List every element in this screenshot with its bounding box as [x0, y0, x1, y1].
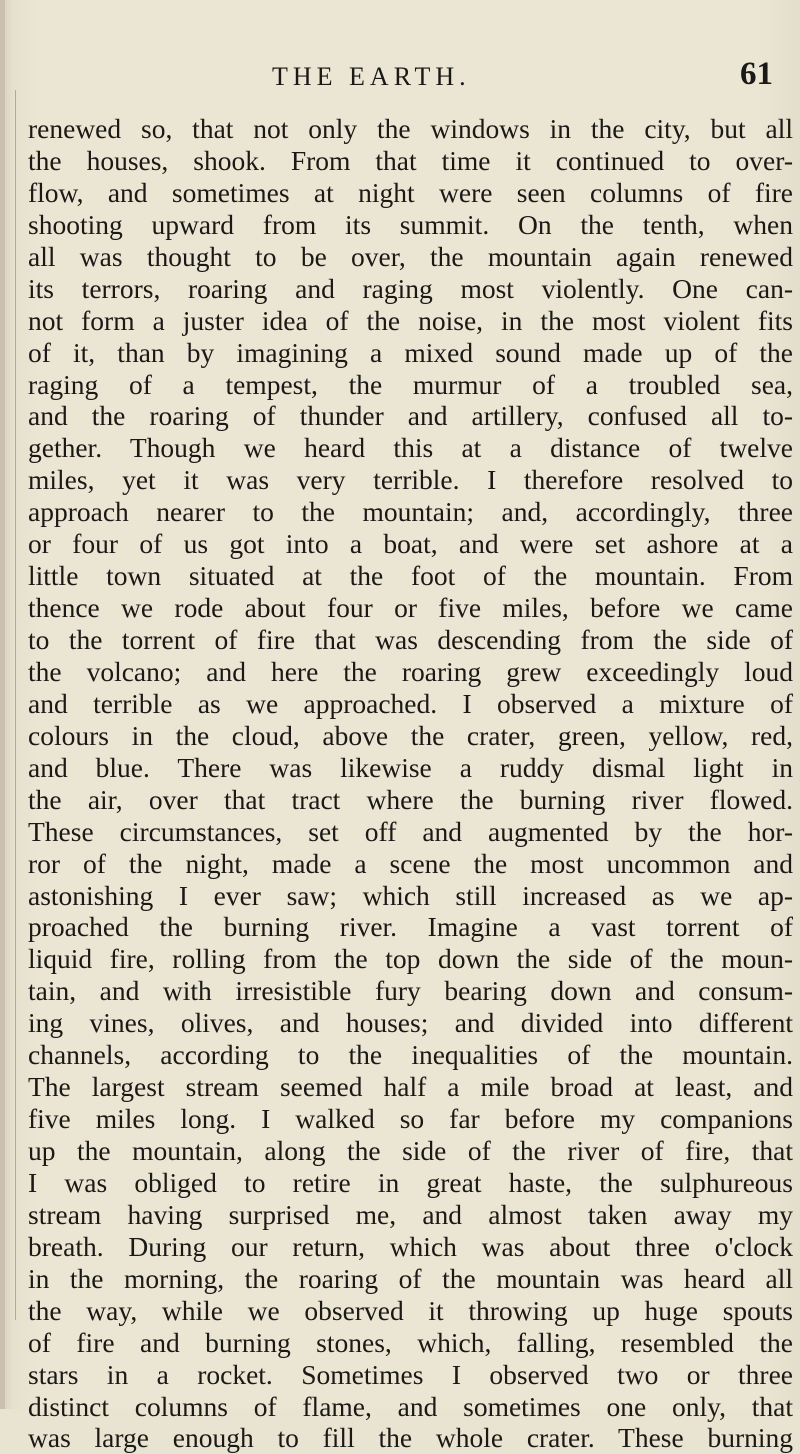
- text-line: of fire and burning stones, which, falling, resembled the: [28, 1326, 793, 1358]
- text-line: the houses, shook. From that time it continued to over-: [28, 144, 793, 176]
- text-line: These circumstances, set off and augmented by the hor-: [28, 815, 793, 847]
- text-line: the volcano; and here the roaring grew exceedingly loud: [28, 655, 793, 687]
- margin-rule: [15, 90, 16, 1320]
- text-line: colours in the cloud, above the crater, green, yellow, red,: [28, 719, 793, 751]
- text-line: thence we rode about four or five miles, before we came: [28, 592, 793, 624]
- text-line: liquid fire, rolling from the top down the side of the moun-: [28, 943, 793, 975]
- text-line: and terrible as we approached. I observed a mixture of: [28, 687, 793, 719]
- text-line: all was thought to be over, the mountain again renewed: [28, 240, 793, 272]
- text-line: little town situated at the foot of the mountain. From: [28, 560, 793, 592]
- text-line: the air, over that tract where the burning river flowed.: [28, 783, 793, 815]
- text-line: up the mountain, along the side of the river of fire, that: [28, 1135, 793, 1166]
- text-line: stars in a rocket. Sometimes I observed two or three: [28, 1358, 793, 1390]
- binding-edge: [0, 0, 5, 1409]
- text-line: to the torrent of fire that was descending from the side of: [28, 624, 793, 655]
- text-line: distinct columns of flame, and sometimes one only, that: [28, 1390, 793, 1422]
- text-line: was large enough to fill the whole crater. These burning: [28, 1422, 793, 1454]
- page-number: 61: [740, 56, 773, 92]
- text-line: approach nearer to the mountain; and, accordingly, three: [28, 496, 793, 528]
- text-line: and the roaring of thunder and artillery, confused all to-: [28, 400, 793, 432]
- text-line: breath. During our return, which was about three o'clock: [28, 1230, 793, 1262]
- text-line: the way, while we observed it throwing up huge spouts: [28, 1294, 793, 1326]
- text-line: The largest stream seemed half a mile broad at least, and: [28, 1071, 793, 1103]
- text-line: renewed so, that not only the windows in the city, but all: [28, 113, 793, 144]
- text-line: shooting upward from its summit. On the tenth, when: [28, 208, 793, 240]
- text-line: ing vines, olives, and houses; and divided into different: [28, 1007, 793, 1039]
- text-line: proached the burning river. Imagine a vast torrent of: [28, 911, 793, 943]
- text-line: or four of us got into a boat, and were set ashore at a: [28, 528, 793, 560]
- running-head: THE EARTH.: [272, 62, 471, 91]
- text-line: and blue. There was likewise a ruddy dismal light in: [28, 751, 793, 783]
- text-line: not form a juster idea of the noise, in the most violent fits: [28, 304, 793, 336]
- text-line: I was obliged to retire in great haste, the sulphureous: [28, 1166, 793, 1198]
- text-line: ror of the night, made a scene the most uncommon and: [28, 847, 793, 879]
- page-header: [0, 56, 800, 96]
- text-line: raging of a tempest, the murmur of a troubled sea,: [28, 368, 793, 400]
- text-line: five miles long. I walked so far before my companions: [28, 1103, 793, 1135]
- text-line: astonishing I ever saw; which still increased as we ap-: [28, 879, 793, 911]
- text-line: its terrors, roaring and raging most violently. One can-: [28, 272, 793, 304]
- text-line: of it, than by imagining a mixed sound made up of the: [28, 336, 793, 368]
- text-line: tain, and with irresistible fury bearing down and consum-: [28, 975, 793, 1007]
- text-line: stream having surprised me, and almost taken away my: [28, 1198, 793, 1230]
- text-line: flow, and sometimes at night were seen columns of fire: [28, 176, 793, 208]
- text-line: in the morning, the roaring of the mountain was heard all: [28, 1262, 793, 1294]
- body-text: [28, 113, 793, 1454]
- text-line: miles, yet it was very terrible. I therefore resolved to: [28, 464, 793, 496]
- text-line: gether. Though we heard this at a distance of twelve: [28, 432, 793, 464]
- text-line: channels, according to the inequalities of the mountain.: [28, 1039, 793, 1071]
